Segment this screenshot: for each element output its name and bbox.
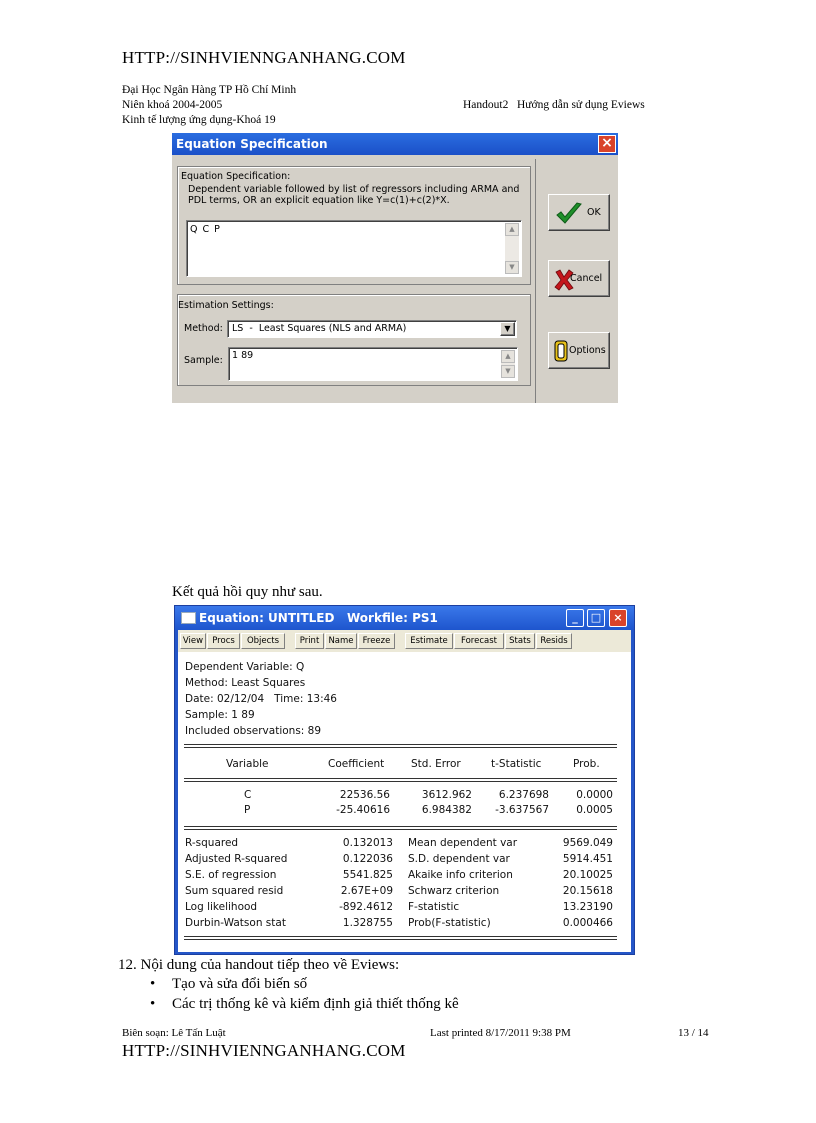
spec-group-label: Equation Specification: xyxy=(181,171,291,182)
sample-input[interactable] xyxy=(228,347,518,381)
stat-name: Log likelihood xyxy=(185,901,258,913)
scroll-up-icon[interactable]: ▲ xyxy=(501,350,515,363)
stat-value: 1.328755 xyxy=(342,917,393,929)
coef-std-error: 6.984382 xyxy=(421,804,472,816)
stat-value: 5914.451 xyxy=(562,853,613,865)
table-rule xyxy=(184,826,617,827)
header-prob: Prob. xyxy=(573,758,600,770)
maximize-icon[interactable]: □ xyxy=(587,609,605,627)
coef-prob: 0.0000 xyxy=(576,789,613,801)
school-name: Đại Học Ngân Hàng TP Hồ Chí Minh xyxy=(122,84,297,96)
header-coefficient: Coefficient xyxy=(328,758,385,770)
method-value: LS - Least Squares (NLS and ARMA) xyxy=(232,323,407,334)
sample-scrollbar[interactable] xyxy=(501,350,515,378)
options-label: Options xyxy=(569,345,606,356)
stat-value: 9569.049 xyxy=(562,837,613,849)
method-select[interactable] xyxy=(227,320,517,338)
window-toolbar xyxy=(178,630,631,652)
academic-year: Niên khoá 2004-2005 xyxy=(122,99,223,111)
coef-t-statistic: -3.637567 xyxy=(495,804,549,816)
coef-std-error: 3612.962 xyxy=(421,789,472,801)
ok-label: OK xyxy=(587,207,601,218)
stat-name: Sum squared resid xyxy=(185,885,284,897)
stat-value: 0.122036 xyxy=(342,853,393,865)
bullet-text: Các trị thống kê và kiểm định giả thiết thống kê xyxy=(172,996,459,1012)
table-rule xyxy=(184,936,617,937)
equation-window xyxy=(174,605,635,955)
header-t-statistic: t-Statistic xyxy=(491,758,542,770)
info-method: Method: Least Squares xyxy=(185,677,306,689)
stat-value: 2.67E+09 xyxy=(340,885,393,897)
options-button[interactable] xyxy=(548,332,610,369)
window-app-icon xyxy=(181,612,196,624)
window-title-bar xyxy=(175,606,634,630)
footer-printed: Last printed 8/17/2011 9:38 PM xyxy=(430,1027,571,1039)
dialog-title: Equation Specification xyxy=(176,137,328,151)
options-icon xyxy=(554,340,568,362)
chevron-down-icon[interactable]: ▼ xyxy=(500,322,515,336)
estimation-output xyxy=(178,652,631,952)
stat-name: S.E. of regression xyxy=(185,869,277,881)
window-title: Equation: UNTITLED Workfile: PS1 xyxy=(199,611,438,625)
table-rule xyxy=(184,778,617,779)
bullet-text: Tạo và sửa đổi biến số xyxy=(172,976,308,992)
dialog-title-bar xyxy=(172,133,618,155)
scroll-up-icon[interactable]: ▲ xyxy=(505,223,519,236)
toolbar-freeze-button[interactable]: Freeze xyxy=(358,633,395,649)
stat-name: Mean dependent var xyxy=(408,837,518,849)
regression-caption: Kết quả hồi quy như sau. xyxy=(172,584,323,600)
coef-variable: C xyxy=(244,789,252,801)
minimize-icon[interactable]: _ xyxy=(566,609,584,627)
sample-value: 1 89 xyxy=(232,350,254,361)
header-std-error: Std. Error xyxy=(411,758,461,770)
coef-value: 22536.56 xyxy=(339,789,390,801)
toolbar-estimate-button[interactable]: Estimate xyxy=(405,633,453,649)
sample-label: Sample: xyxy=(184,355,223,366)
close-icon[interactable]: × xyxy=(609,609,627,627)
stat-name: Schwarz criterion xyxy=(408,885,500,897)
ok-button[interactable] xyxy=(548,194,610,231)
scroll-down-icon[interactable]: ▼ xyxy=(505,261,519,274)
checkmark-icon xyxy=(555,201,583,227)
site-footer-url: HTTP://SINHVIENNGANHANG.COM xyxy=(122,1041,406,1060)
coef-prob: 0.0005 xyxy=(576,804,613,816)
header-variable: Variable xyxy=(226,758,269,770)
toolbar-print-button[interactable]: Print xyxy=(295,633,324,649)
bullet-icon: • xyxy=(150,976,156,992)
coef-value: -25.40616 xyxy=(336,804,390,816)
stat-value: 13.23190 xyxy=(562,901,613,913)
stat-value: 20.10025 xyxy=(562,869,613,881)
method-label: Method: xyxy=(184,323,223,334)
info-sample: Sample: 1 89 xyxy=(185,709,255,721)
close-icon[interactable]: × xyxy=(598,135,616,153)
footer-page-number: 13 / 14 xyxy=(678,1027,709,1039)
spec-help-text: Dependent variable followed by list of regressors including ARMA and PDL terms, OR an explicit equation like Y=c(1)+c(2)*X. xyxy=(188,184,520,206)
stat-value: 0.132013 xyxy=(342,837,393,849)
spec-input-value: Q C P xyxy=(190,224,221,235)
footer-author: Biên soạn: Lê Tấn Luật xyxy=(122,1027,226,1039)
section-heading: 12. Nội dung của handout tiếp theo về Eviews: xyxy=(118,957,400,973)
toolbar-forecast-button[interactable]: Forecast xyxy=(454,633,504,649)
table-rule xyxy=(184,747,617,748)
table-rule xyxy=(184,829,617,830)
info-observations: Included observations: 89 xyxy=(185,725,322,737)
stat-name: Akaike info criterion xyxy=(408,869,513,881)
site-header-url: HTTP://SINHVIENNGANHANG.COM xyxy=(122,48,406,67)
info-dependent-variable: Dependent Variable: Q xyxy=(185,661,305,673)
handout-title: Handout2 Hướng dẫn sử dụng Eviews xyxy=(463,99,645,111)
table-rule xyxy=(184,781,617,782)
cancel-button[interactable] xyxy=(548,260,610,297)
table-rule xyxy=(184,744,617,745)
info-date-time: Date: 02/12/04 Time: 13:46 xyxy=(185,693,337,705)
bullet-icon: • xyxy=(150,996,156,1012)
stat-name: Durbin-Watson stat xyxy=(185,917,286,929)
stat-name: Prob(F-statistic) xyxy=(408,917,491,929)
toolbar-view-button[interactable]: View xyxy=(180,633,206,649)
table-rule xyxy=(184,939,617,940)
spec-input[interactable] xyxy=(186,220,522,277)
coef-t-statistic: 6.237698 xyxy=(498,789,549,801)
toolbar-objects-button[interactable]: Objects xyxy=(241,633,285,649)
cancel-label: Cancel xyxy=(570,273,603,284)
stat-name: S.D. dependent var xyxy=(408,853,510,865)
toolbar-name-button[interactable]: Name xyxy=(325,633,357,649)
toolbar-stats-button[interactable]: Stats xyxy=(505,633,535,649)
toolbar-resids-button[interactable]: Resids xyxy=(536,633,572,649)
stat-name: Adjusted R-squared xyxy=(185,853,288,865)
stat-value: 20.15618 xyxy=(562,885,613,897)
dialog-divider xyxy=(535,159,536,403)
stat-value: 5541.825 xyxy=(342,869,393,881)
equation-specification-dialog xyxy=(172,133,618,403)
stat-value: 0.000466 xyxy=(562,917,613,929)
stat-name: F-statistic xyxy=(408,901,460,913)
stat-name: R-squared xyxy=(185,837,239,849)
scroll-down-icon[interactable]: ▼ xyxy=(501,365,515,378)
spec-scrollbar[interactable] xyxy=(505,223,519,274)
coef-variable: P xyxy=(244,804,251,816)
course-name: Kinh tế lượng ứng dụng-Khoá 19 xyxy=(122,114,276,126)
settings-group-label: Estimation Settings: xyxy=(178,300,274,311)
stat-value: -892.4612 xyxy=(339,901,393,913)
toolbar-procs-button[interactable]: Procs xyxy=(207,633,240,649)
